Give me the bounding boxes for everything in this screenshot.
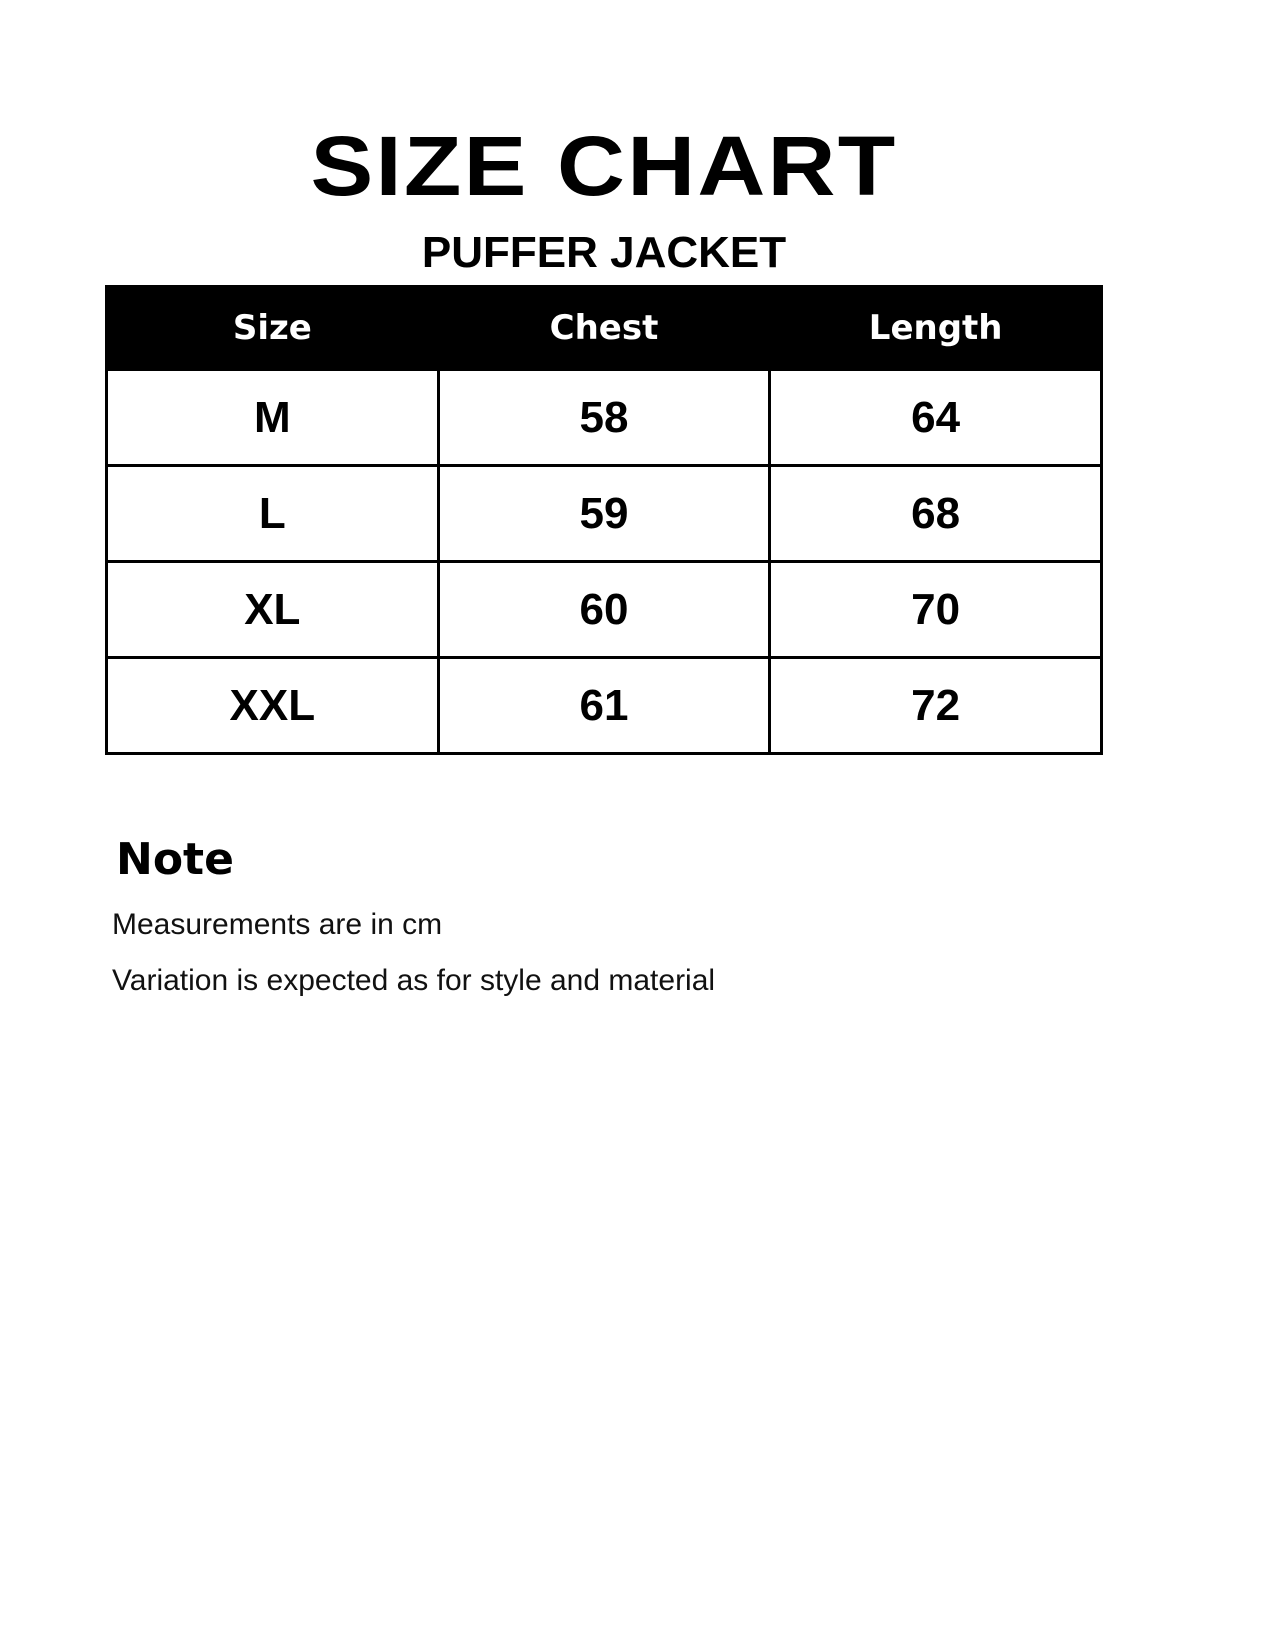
note-line-measurements: Measurements are in cm xyxy=(112,908,443,941)
table-body xyxy=(107,370,1102,754)
table-row xyxy=(107,466,1102,562)
size-cell: XXL xyxy=(107,658,439,754)
length-cell: 68 xyxy=(770,466,1102,562)
table-row xyxy=(107,562,1102,658)
chest-cell: 58 xyxy=(438,370,770,466)
size-table xyxy=(105,285,1103,755)
size-cell: XL xyxy=(107,562,439,658)
length-cell: 64 xyxy=(770,370,1102,466)
length-cell: 72 xyxy=(770,658,1102,754)
chest-cell: 61 xyxy=(438,658,770,754)
chest-cell: 59 xyxy=(438,466,770,562)
note-heading: Note xyxy=(116,834,234,885)
chest-cell: 60 xyxy=(438,562,770,658)
column-header-length: Length xyxy=(770,287,1102,370)
size-cell: M xyxy=(107,370,439,466)
table-header-row xyxy=(107,287,1102,370)
table-row xyxy=(107,658,1102,754)
length-cell: 70 xyxy=(770,562,1102,658)
column-header-chest: Chest xyxy=(438,287,770,370)
table-header xyxy=(107,287,1102,370)
column-header-size: Size xyxy=(107,287,439,370)
page-subtitle: PUFFER JACKET xyxy=(421,228,787,277)
size-cell: L xyxy=(107,466,439,562)
note-line-variation: Variation is expected as for style and material xyxy=(112,964,716,997)
table-row xyxy=(107,370,1102,466)
page-title: SIZE CHART xyxy=(310,119,898,213)
